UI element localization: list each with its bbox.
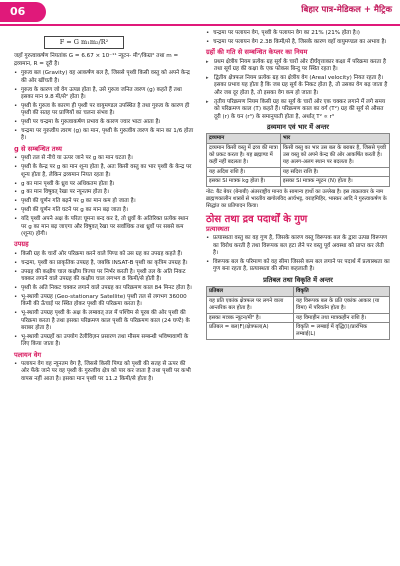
note-text: नोट: बैट बेयर (बेनाबी) अंतरराष्ट्रीय मानव के सामान्य हाथों का उल्लेख है। इस ताक़तवार के नाम ब्राह्मणकालीन शास्त्रों से भारतीय खगोलविद आर्यभट्ट, वराहमिहिर, भास्कर आदि ने गुरुत्वाकर्षण के सिद्धांत का प्रतिपादन किया।	[206, 189, 387, 209]
section-title: ठोस तथा द्रव पदार्थों के गुण	[206, 213, 308, 225]
page-number: 06	[0, 2, 46, 22]
list-item: ▸ तृतीय परिक्रमण नियम किसी ग्रह का सूर्य के चारों ओर एक चक्कर लगाने में लगे समय को परिक्रमण काल (T) कहते हैं। परिक्रमण काल का वर्ग (T²) ग्रह की सूर्य से औसत दूरी (r) के घन (r³) के समानुपाती होता है, अर्थात् T² ∝ r³	[206, 99, 390, 121]
list-item: • उपग्रह की कक्षीय चाल कक्षीय त्रिज्या पर निर्भर करती है। पृथ्वी तल के अति निकट चक्कर लगाने वाले उपग्रह की कक्षीय चाल लगभग 8 किमी/से होती है।	[14, 269, 194, 284]
escape-velocity-heading: पलायन वेग	[14, 350, 42, 359]
table-cell: यह विमाहीन तथा मात्रकहीन राशि है।	[294, 313, 390, 323]
list-item: • पृथ्वी की घूर्णन गति घटने पर g का मान बढ़ जाता है।	[14, 207, 194, 214]
right-column	[206, 30, 390, 342]
table-cell: यह प्रति एकांक क्षेत्रफल पर लगने वाला आन्तरिक बल होता है।	[207, 297, 294, 314]
list-item: • प्रत्यास्थता वस्तु का वह गुण है, जिसके कारण वस्तु विरूपक बल के द्वारा उत्पन्न विरूपण का विरोध करती है तथा विरूपक बल हटा लेने पर वस्तु पूर्व अवस्था को प्राप्त कर लेती है।	[206, 235, 390, 257]
table-header: विकृति	[294, 287, 390, 297]
escape-velocity-list	[14, 361, 194, 383]
page-header	[0, 0, 400, 24]
list-item: ▸ द्वितीय क्षेत्रफल नियम प्रत्येक ग्रह का क्षेत्रीय वेग (Areal velocity) नियत रहता है। इसका प्रभाव यह होता है कि जब ग्रह सूर्य के निकट होता है, तो उसका वेग बढ़ जाता है और जब दूर होता है, तो इसका वेग कम हो जाता है।	[206, 75, 390, 97]
table-cell: विकृति = लम्बाई में वृद्धि(l)/प्रारंभिक लम्बाई(L)	[294, 323, 390, 340]
list-item: • g का मान पृथ्वी के ध्रुव पर अधिकतम होता है।	[14, 181, 194, 188]
table-row	[207, 323, 390, 340]
mass-weight-table	[206, 133, 390, 187]
list-item: • भू-स्थायी उपग्रह पृथ्वी के अक्ष के लम्बवत् तल में पश्चिम से पूरब की ओर पृथ्वी की परिक्रमा करता है तथा इसका परिक्रमण काल पृथ्वी के परिक्रमण काल (24 घण्टे) के बराबर होता है।	[14, 310, 194, 332]
table-header: भार	[280, 134, 389, 144]
kepler-laws-list	[206, 59, 390, 121]
table-cell: इसका SI मात्रक न्यूटन (N) होता है।	[280, 177, 389, 187]
list-item: • पृथ्वी के गुरुत्व के कारण ही पृथ्वी पर वायुमण्डल उपस्थित है तथा गुरुत्व के कारण ही पृथ्वी की सतह पर प्राणियों का चलना संभव है।	[14, 103, 194, 118]
list-item: • पृथ्वी के केन्द्र पर g का मान शून्य होता है, अतः किसी वस्तु का भार पृथ्वी के केन्द्र पर शून्य होता है, लेकिन द्रव्यमान नियत रहता है।	[14, 164, 194, 179]
table-row	[207, 167, 390, 177]
list-item: • g का मान विषुवत् रेखा पर न्यूनतम होता है।	[14, 189, 194, 196]
book-title: बिहार पात्र-मेडिकल + मैट्रिक	[301, 5, 392, 15]
list-item: • पृथ्वी के अति निकट चक्कर लगाने वाले उपग्रह का परिक्रमण काल 84 मिनट होता है।	[14, 285, 194, 292]
list-item: • चन्द्रमा, पृथ्वी का प्राकृतिक उपग्रह है, जबकि INSAT-B पृथ्वी का कृत्रिम उपग्रह है।	[14, 260, 194, 267]
table-cell: द्रव्यमान किसी वस्तु में द्रव्य की मात्रा को प्रकट करता है। यह ब्रह्माण्ड में कहीं नहीं बदलता है।	[207, 144, 281, 167]
list-item: • विरूपक बल के परिमाण को वह सीमा जिससे कम बल लगाने पर पदार्थ में प्रत्यास्थता का गुण बना रहता है, प्रत्यास्थता की सीमा कहलाती है।	[206, 259, 390, 274]
satellite-list	[14, 251, 194, 349]
table-row	[207, 144, 390, 167]
table-cell: इसका SI मात्रक kg होता है।	[207, 177, 281, 187]
g-facts-heading: g से सम्बन्धित तथ्य	[14, 144, 62, 153]
list-item: • चन्द्रमा पर गुरुत्वीय त्वरण (g) का मान, पृथ्वी के गुरुत्वीय त्वरण के मान का 1/6 होता है।	[14, 128, 194, 143]
mass-weight-table-caption: द्रव्यमान एवं भार में अन्तर	[267, 122, 329, 131]
table-row	[207, 297, 390, 314]
g-facts-list	[14, 155, 194, 238]
list-item: • चन्द्रमा पर पलायन वेग, पृथ्वी के पलायन वेग का 21% (21% होता है।)	[206, 30, 390, 37]
table-cell: प्रतिबल = बल(F)/क्षेत्रफल(A)	[207, 323, 294, 340]
list-item: • पलायन वेग वह न्यूनतम वेग है, जिससे किसी पिण्ड को पृथ्वी की सतह से ऊपर की ओर फेंके जाने पर वह पृथ्वी के गुरुत्वीय क्षेत्र को पार कर जाता है तथा पृथ्वी पर कभी वापस नहीं आता है। इसका मान पृथ्वी पर 11.2 किमी/से होता है।	[14, 361, 194, 383]
gravitation-formula: F = G m₁m₂/R²	[44, 36, 124, 49]
formula-explanation: जहाँ गुरुत्वाकर्षण नियतांक G = 6.67 × 10⁻¹¹ न्यूटन- मी²/किग्रा² तथा m = द्रव्यमान, R = दूरी है।	[14, 53, 179, 67]
list-item: • भू-स्थायी उपग्रहों का उपयोग टेलीविज़न प्रसारण तथा मौसम सम्बन्धी भविष्यवाणी के लिए किया जाता है।	[14, 334, 194, 349]
list-item: • पृथ्वी पर चन्द्रमा के गुरुत्वाकर्षण प्रभाव के कारण ज्वार भाटा आता है।	[14, 119, 194, 126]
table-row	[207, 313, 390, 323]
list-item: • यदि पृथ्वी अपने अक्ष के परितः घूमना बन्द कर दे, तो ध्रुवों के अतिरिक्त प्रत्येक स्थान पर g का मान बढ़ जाएगा और विषुवत् रेखा पर सर्वाधिक तथा ध्रुवों पर सबसे कम (शून्य) होगी।	[14, 216, 194, 238]
list-item: ▸ प्रथम क्षेत्रीय नियम प्रत्येक ग्रह सूर्य के चारों ओर दीर्घवृत्ताकार कक्षा में परिक्रमा करता है तथा सूर्य ग्रह की कक्षा के एक फोकस बिन्दु पर स्थित रहता है।	[206, 59, 390, 74]
table-cell: यह अदिश राशि है।	[207, 167, 281, 177]
left-column	[14, 30, 194, 385]
gravity-bullets	[14, 70, 194, 143]
stress-strain-table-caption: प्रतिबल तथा विकृति में अन्तर	[263, 275, 333, 284]
table-row	[207, 177, 390, 187]
stress-strain-table	[206, 286, 390, 340]
list-item: • चन्द्रमा पर पलायन वेग 2.38 किमी/से है, जिसके कारण वहाँ वायुमण्डल का अभाव है।	[206, 39, 390, 46]
list-item: • गुरुत्व के कारण जो वेग उत्पन्न होता है, उसे गुरुत्व जनित त्वरण (g) कहते हैं तथा इसका मान 9.8 मी/से² होता है।	[14, 87, 194, 102]
list-item: • किसी ग्रह के चारों ओर परिक्रमा करने वाले पिण्ड को उस ग्रह का उपग्रह कहते हैं।	[14, 251, 194, 258]
list-item: • गुरुत्व बल (Gravity) वह आकर्षण बल है, जिससे पृथ्वी किसी वस्तु को अपने केन्द्र की ओर खींचती है।	[14, 70, 194, 85]
table-cell: यह विरूपक बल के प्रति एकांक आकार (या विमा) में परिवर्तन होता है।	[294, 297, 390, 314]
table-cell: इसका मात्रक न्यूटन/मी² है।	[207, 313, 294, 323]
elasticity-heading: प्रत्यास्थता	[206, 224, 230, 233]
list-item: • पृथ्वी की घूर्णन गति बढ़ने पर g का मान कम हो जाता है।	[14, 198, 194, 205]
table-cell: किसी वस्तु का भार उस बल के बराबर है, जिससे पृथ्वी उस वस्तु को अपने केन्द्र की ओर आकर्षित करती है। यह अलग-अलग स्थान पर बदलता है।	[280, 144, 389, 167]
list-item: • भू-स्थायी उपग्रह (Geo-stationary Satellite) पृथ्वी तल से लगभग 36000 किमी की ऊँचाई पर स्थित होकर पृथ्वी की परिक्रमा करता है।	[14, 294, 194, 309]
table-header: प्रतिबल	[207, 287, 294, 297]
header-divider	[0, 24, 400, 26]
table-header: द्रव्यमान	[207, 134, 281, 144]
table-cell: यह सदिश राशि है।	[280, 167, 389, 177]
list-item: • पृथ्वी तल से नीचे या ऊपर जाने पर g का मान घटता है।	[14, 155, 194, 162]
satellite-heading: उपग्रह	[14, 240, 29, 249]
kepler-heading: ग्रहों की गति से सम्बन्धित केप्लर का नियम	[206, 48, 308, 57]
